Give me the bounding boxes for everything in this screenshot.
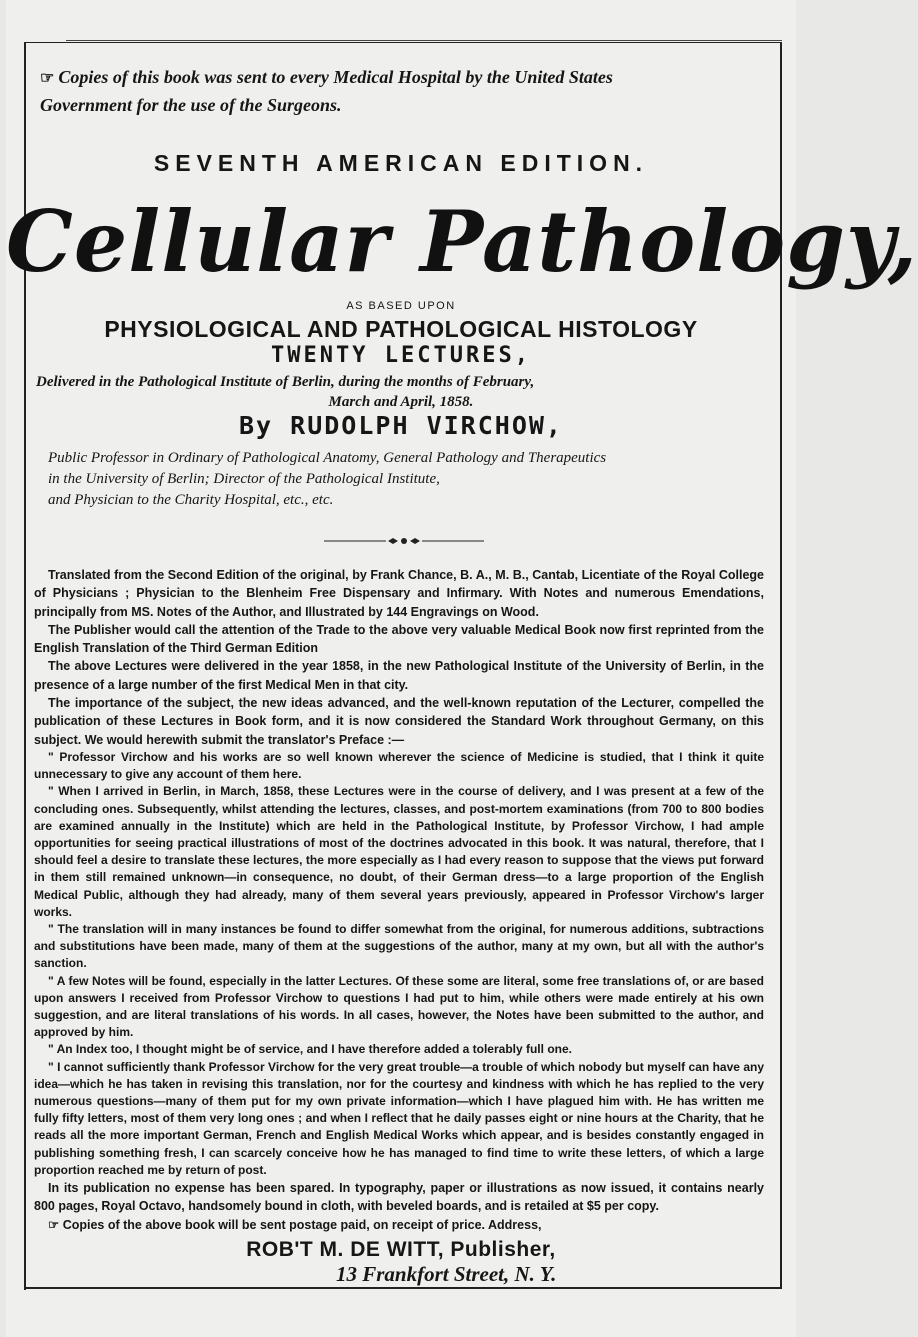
pointing-hand-icon: ☞	[40, 70, 55, 87]
preface-quote: " Professor Virchow and his works are so well known wherever the science of Medicine is studied, that I think it quite unnecessary to give any account of them here.	[34, 749, 764, 782]
publication-paragraph: In its publication no expense has been spared. In typography, paper or illustrations as now issued, it contains nearly 800 pages, Royal Octavo, handsomely bound in cloth, with beveled boards, and is retailed at $5 per copy.	[34, 1181, 764, 1214]
notice-line-1: Copies of this book was sent to every Medical Hospital by the United States	[58, 67, 613, 87]
delivery-line-2: March and April, 1858.	[328, 394, 474, 410]
border-rule	[24, 1287, 782, 1289]
description-body	[34, 566, 764, 1234]
copies-text: Copies of the above book will be sent postage paid, on receipt of price. Address,	[62, 1217, 542, 1232]
copies-paragraph	[34, 1216, 764, 1234]
book-subtitle: PHYSIOLOGICAL AND PATHOLOGICAL HISTOLOGY	[104, 316, 698, 342]
based-upon-label: AS BASED UPON	[346, 300, 456, 312]
notice-line-2: Government for the use of the Surgeons.	[40, 95, 342, 115]
border-rule	[24, 42, 782, 43]
lectures-delivered-paragraph: The above Lectures were delivered in the year 1858, in the new Pathological Institute of the University of Berlin, in the presence of a large number of the first Medical Men in that city.	[34, 659, 764, 692]
delivery-info	[36, 372, 766, 412]
publisher-address: 13 Frankfort Street, N. Y.	[336, 1262, 557, 1286]
distribution-notice	[40, 64, 760, 118]
book-advertisement-page	[6, 0, 918, 1337]
credentials-line-1: Public Professor in Ordinary of Pathological Anatomy, General Pathology and Therapeutics	[48, 450, 607, 466]
author-byline: By RUDOLPH VIRCHOW,	[239, 411, 563, 440]
delivery-line-1: Delivered in the Pathological Institute of Berlin, during the months of February,	[36, 374, 535, 390]
ornamental-divider	[324, 537, 484, 545]
border-rule	[66, 40, 782, 41]
credentials-line-3: and Physician to the Charity Hospital, etc., etc.	[48, 492, 334, 508]
preface-quote: " When I arrived in Berlin, in March, 1858, these Lectures were in the course of delivery, and I was present at a few of the concluding ones. Subsequently, whilst attending the lectures, classes, and post-mortem examinations (from 700 to 800 bodies are examined annually in the Institute) which are held in the Pathological Institute, by Professor Virchow, I had ample opportunities for seeing practical illustrations of most of the doctrines advocated in this book. It was natural, therefore, that I should feel a desire to translate these lectures, the more especially as I had every reason to suppose that the views put forward in them still remained unknown—in consequence, no doubt, of their German dress—to a large proportion of the English Medical Public, although they had already, many of them several years previously, appeared in Professor Virchow's larger works.	[34, 784, 764, 919]
preface-quote: " A few Notes will be found, especially in the latter Lectures. Of these some are literal, some free translations of, or are based upon answers I received from Professor Virchow to questions I had put to him, while others were made entirely at his own suggestion, and are literal translations of his words. In all cases, however, the Notes have been submitted to the author, and approved by him.	[34, 973, 764, 1040]
publisher-call-paragraph: The Publisher would call the attention of the Trade to the above very valuable Medical Book now first reprinted from the English Translation of the Third German Edition	[34, 622, 764, 656]
edition-heading: SEVENTH AMERICAN EDITION.	[153, 150, 649, 176]
preface-quote: " I cannot sufficiently thank Professor Virchow for the very great trouble—a trouble of which nobody but myself can have any idea—which he has taken in revising this translation, nor for the courtesy and kindness with which he has replied to the very numerous questions—many of them put for my own private information—which I have plagued him with. He has written me fully fifty letters, most of them very long ones ; and when I reflect that he daily passes eight or nine hours at the Charity, that he reads all the more important German, French and English Medical Works which appear, and is besides constantly engaged in publishing something fresh, I can scarcely conceive how he has managed to find time to write these letters, of which a large proportion reached me by return of post.	[34, 1059, 764, 1177]
pointing-hand-icon: ☞	[48, 1217, 60, 1232]
translation-paragraph: Translated from the Second Edition of the original, by Frank Chance, B. A., M. B., Cantab, Licentiate of the Royal College of Physicians ; Physician to the Blenheim Free Dispensary and Infirmary. With Notes and numerous Emendations, principally from MS. Notes of the Author, and Illustrated by 144 Engravings on Wood.	[34, 568, 764, 619]
lectures-heading: TWENTY LECTURES,	[271, 343, 531, 368]
author-credentials	[48, 448, 748, 511]
credentials-line-2: in the University of Berlin; Director of the Pathological Institute,	[48, 471, 440, 487]
book-title: Cellular Pathology,	[6, 192, 918, 291]
publisher-name: ROB'T M. DE WITT, Publisher,	[246, 1238, 556, 1261]
preface-quote: " An Index too, I thought might be of service, and I have therefore added a tolerably full one.	[48, 1042, 572, 1057]
preface-quote: " The translation will in many instances be found to differ somewhat from the original, for numerous additions, subtractions and substitutions have been made, many of them at the suggestions of the author, many at my own, but all with the author's sanction.	[34, 922, 764, 971]
importance-paragraph: The importance of the subject, the new ideas advanced, and the well-known reputation of the Lecturer, compelled the publication of these Lectures in Book form, and it is now considered the Standard Work throughout Germany, on this subject. We would herewith submit the translator's Preface :—	[34, 696, 764, 747]
